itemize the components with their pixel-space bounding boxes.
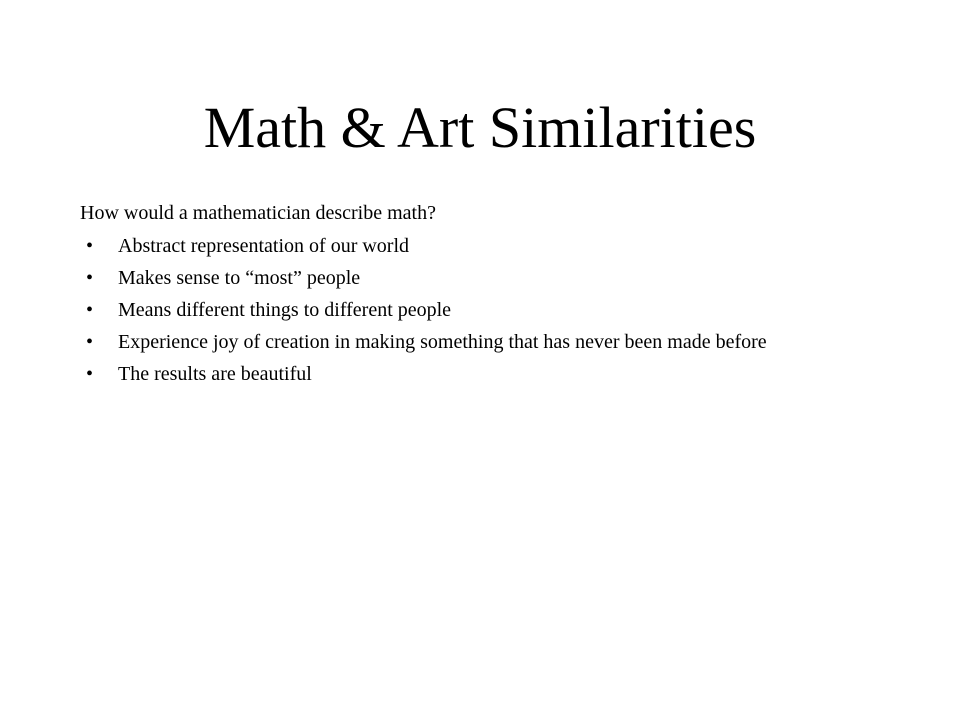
slide-body (80, 202, 860, 395)
bullet-icon: • (86, 299, 94, 321)
bullet-text: Makes sense to “most” people (118, 267, 361, 289)
bullet-icon: • (86, 235, 94, 257)
bullet-item (80, 363, 860, 385)
bullet-list (80, 235, 860, 385)
bullet-item (80, 235, 860, 257)
intro-text: How would a mathematician describe math? (80, 202, 436, 224)
bullet-item (80, 331, 860, 353)
bullet-icon: • (86, 363, 94, 385)
bullet-text: Means different things to different people (118, 299, 452, 321)
bullet-item (80, 299, 860, 321)
bullet-icon: • (86, 331, 94, 353)
slide-title: Math & Art Similarities (203, 95, 757, 160)
bullet-text: Experience joy of creation in making something that has never been made before (118, 331, 767, 353)
bullet-item (80, 267, 860, 289)
bullet-text: Abstract representation of our world (118, 235, 410, 257)
bullet-icon: • (86, 267, 94, 289)
bullet-text: The results are beautiful (118, 363, 312, 385)
